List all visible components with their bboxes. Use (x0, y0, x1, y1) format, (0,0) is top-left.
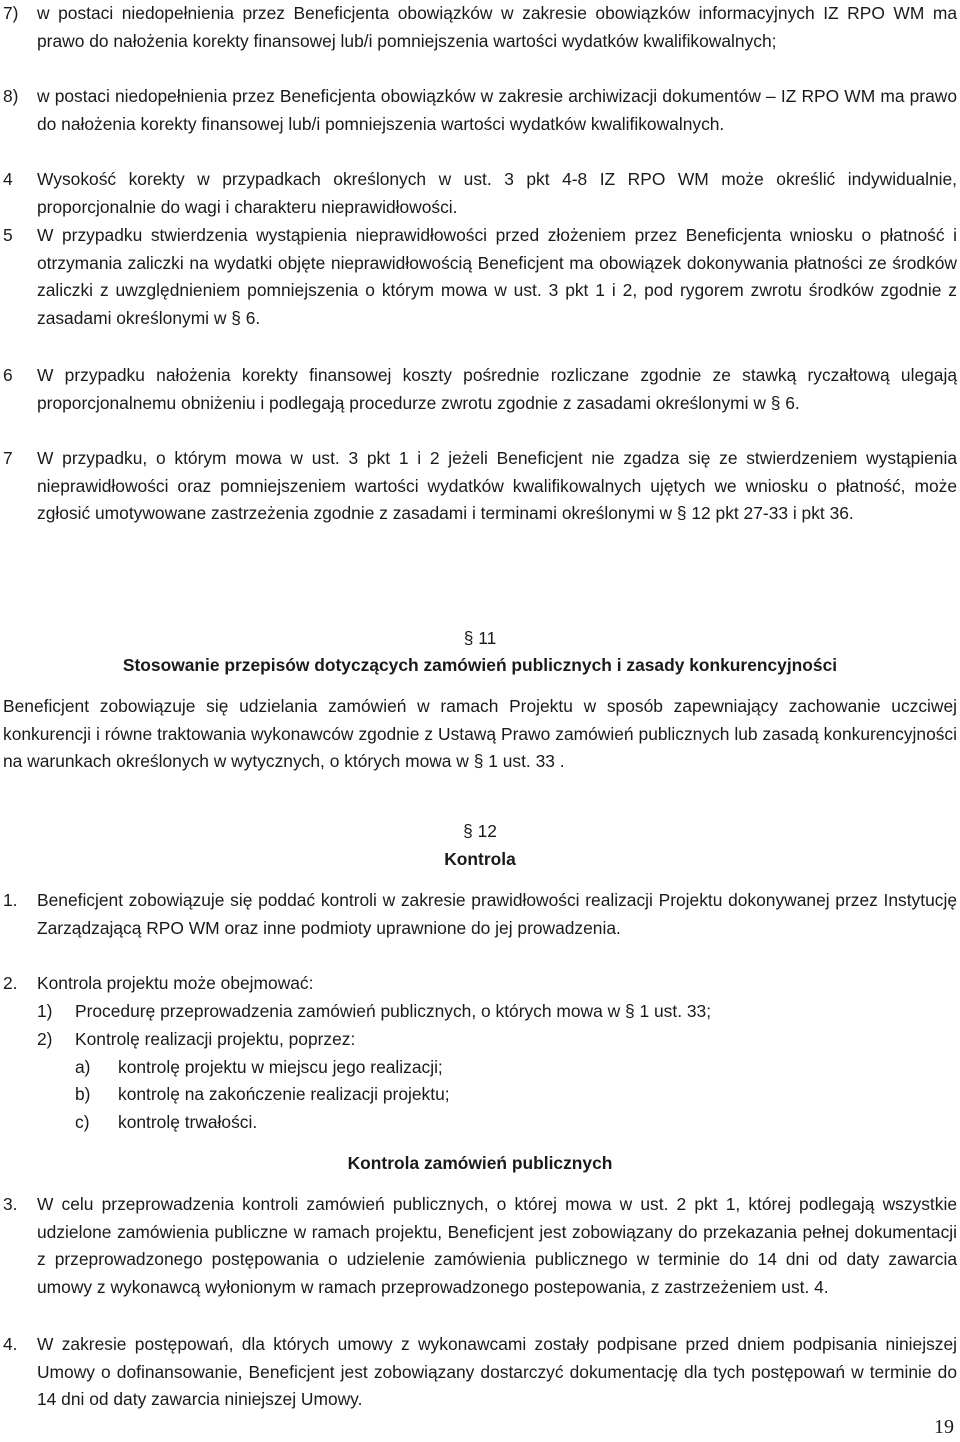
control-letter-b: b) kontrolę na zakończenie realizacji projektu; (75, 1084, 450, 1104)
control-subitem-1: 1) Procedurę przeprowadzenia zamówień publicznych, o których mowa w § 1 ust. 33; (37, 1001, 712, 1021)
page-number: 19 (934, 1416, 954, 1438)
subheading-public-procurement: Kontrola zamówień publicznych (347, 1153, 613, 1173)
list-item: 8) w postaci niedopełnienia przez Beneficjenta obowiązków w zakresie archiwizacji dokumentów – IZ RPO WM ma prawo do nałożenia korekty finansowej lub/i pomniejszenia wartości wydatków kwalifikowalnych. (3, 86, 957, 134)
section-11-title: Stosowanie przepisów dotyczących zamówień publicznych i zasady konkurencyjności (122, 655, 838, 675)
list-item: 7) w postaci niedopełnienia przez Beneficjenta obowiązków w zakresie obowiązków informacyjnych IZ RPO WM ma prawo do nałożenia korekty finansowej lub/i pomniejszenia wartości wydatków kwalifikowalnych; (3, 3, 957, 51)
section-11-number: § 11 (463, 628, 497, 648)
control-item-2: 2. Kontrola projektu może obejmować: (3, 973, 314, 993)
point-7: 7 W przypadku, o którym mowa w ust. 3 pkt 1 i 2 jeżeli Beneficjent nie zgadza się ze stwierdzeniem wystąpienia nieprawidłowości oraz pomniejszeniem wartości wydatków kwalifikowalnych ujętych we wniosku o płatność, może zgłosić umotywowane zastrzeżenia zgodnie z zasadami i terminami określonymi w § 12 pkt 27-33 i pkt 36. (3, 448, 957, 524)
point-4: 4 Wysokość korekty w przypadkach określonych w ust. 3 pkt 4-8 IZ RPO WM może określić indywidualnie, proporcjonalnie do wagi i charakteru nieprawidłowości. (3, 169, 957, 217)
control-item-1: 1. Beneficjent zobowiązuje się poddać kontroli w zakresie prawidłowości realizacji Projektu dokonywanej przez Instytucję Zarządzającą RPO WM oraz inne podmioty uprawnione do jej prowadzenia. (3, 890, 957, 938)
control-subitem-2: 2) Kontrolę realizacji projektu, poprzez: (37, 1029, 356, 1049)
section-12-number: § 12 (463, 821, 497, 841)
section-11-body: Beneficjent zobowiązuje się udzielania zamówień w ramach Projektu w sposób zapewniający zachowanie uczciwej konkurencji i równe traktowania wykonawców zgodnie z Ustawą Prawo zamówień publicznych lub zasadą konkurencyjności na warunkach określonych w wytycznych, o których mowa w § 1 ust. 33 . (3, 696, 957, 772)
point-5: 5 W przypadku stwierdzenia wystąpienia nieprawidłowości przed złożeniem przez Beneficjenta wniosku o płatność i otrzymania zaliczki na wydatki objęte nieprawidłowością Beneficjent ma obowiązek dokonywania płatności ze środków zaliczki z uwzględnieniem pomniejszenia o którym mowa w ust. 3 pkt 1 i 2, pod rygorem zwrotu środków zgodnie z zasadami określonymi w § 6. (3, 225, 957, 328)
section-12-title: Kontrola (444, 849, 516, 869)
control-letter-c: c) kontrolę trwałości. (75, 1112, 258, 1132)
control-letter-a: a) kontrolę projektu w miejscu jego realizacji; (75, 1057, 443, 1077)
point-6: 6 W przypadku nałożenia korekty finansowej koszty pośrednie rozliczane zgodnie ze stawką ryczałtową ulegają proporcjonalnemu obniżeniu i podlegają procedurze zwrotu zgodnie z zasadami określonymi w § 6. (3, 365, 957, 413)
control-item-4: 4. W zakresie postępowań, dla których umowy z wykonawcami zostały podpisane przed dniem podpisania niniejszej Umowy o dofinansowanie, Beneficjent jest zobowiązany dostarczyć dokumentację dla tych postępowań w terminie do 14 dni od daty zawarcia niniejszej Umowy. (3, 1334, 957, 1410)
control-item-3: 3. W celu przeprowadzenia kontroli zamówień publicznych, o której mowa w ust. 2 pkt 1, której podlegają wszystkie udzielone zamówienia publiczne w ramach projektu, Beneficjent jest zobowiązany do przekazania pełnej dokumentacji z przeprowadzonego postępowania o udzielenie zamówienia publicznego w terminie do 14 dni od daty zawarcia umowy z wykonawcą wyłonionym w ramach przeprowadzonego postepowania, z zastrzeżeniem ust. 4. (3, 1194, 957, 1297)
